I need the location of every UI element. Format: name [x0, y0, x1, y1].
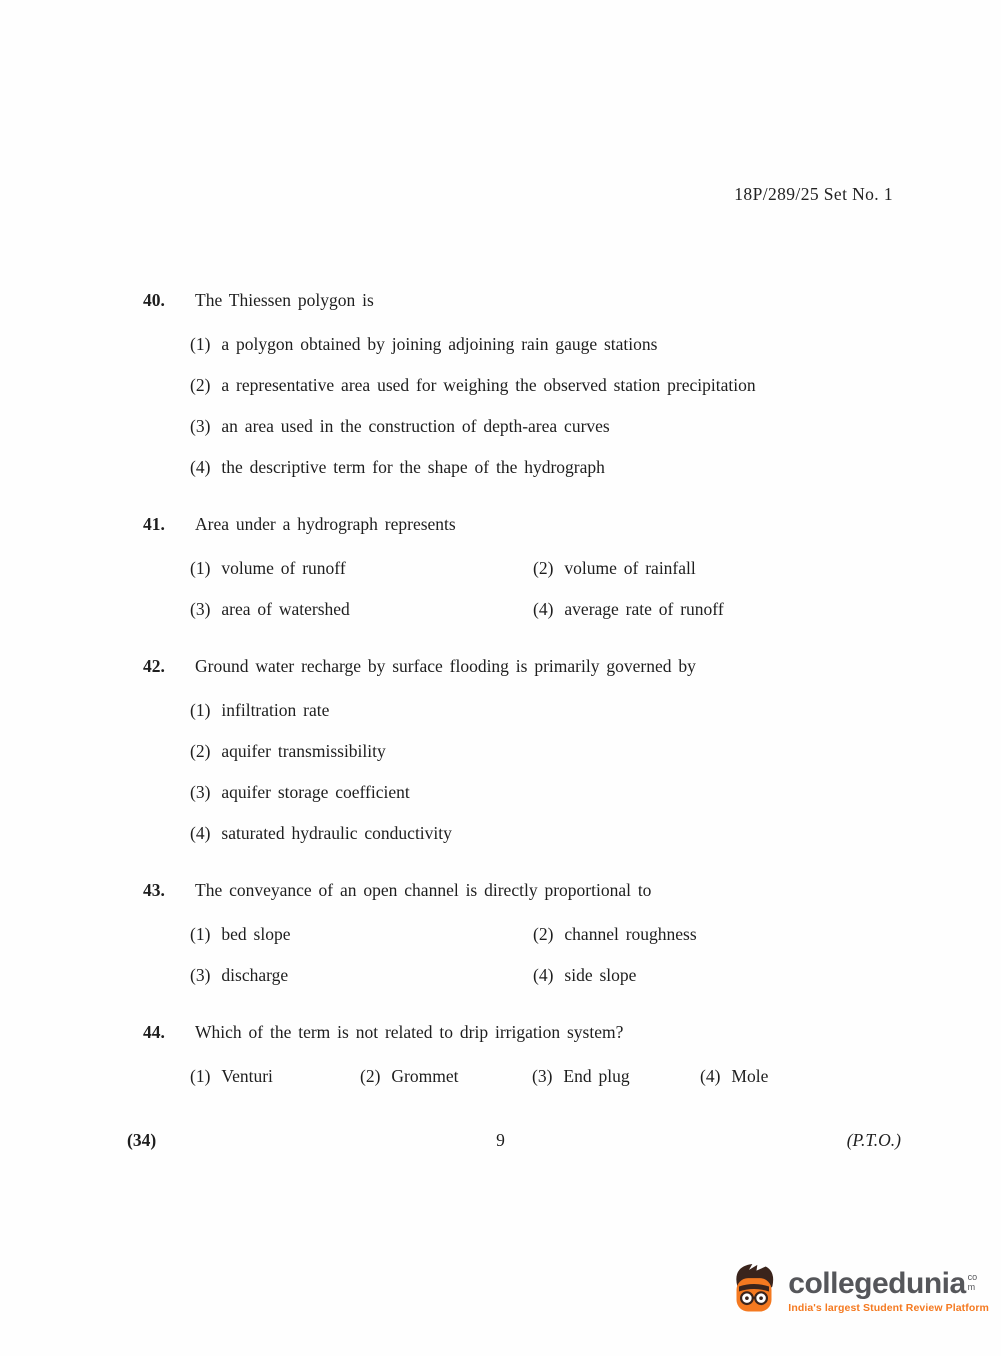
questions-area [143, 288, 906, 1121]
question-44 [143, 1020, 906, 1088]
option-number: (2) [190, 375, 211, 395]
option-2 [190, 739, 906, 763]
question-head [143, 512, 906, 536]
option-number: (3) [190, 416, 211, 436]
logo-wordmark: collegedunia [788, 1267, 966, 1300]
question-number: 40. [143, 290, 165, 310]
option-3 [190, 963, 533, 987]
option-number: (1) [190, 558, 211, 578]
option-text: Venturi [221, 1066, 273, 1086]
option-number: (2) [533, 558, 554, 578]
option-text: side slope [564, 965, 637, 985]
option-text: channel roughness [564, 924, 697, 944]
option-text: discharge [221, 965, 289, 985]
option-text: a polygon obtained by joining adjoining rain gauge stations [221, 334, 658, 354]
option-text: saturated hydraulic conductivity [221, 823, 452, 843]
pto-note: (P.T.O.) [846, 1130, 901, 1150]
collegedunia-logo [729, 1261, 989, 1322]
option-number: (3) [532, 1066, 553, 1086]
option-number: (1) [190, 700, 211, 720]
options-list [190, 698, 906, 845]
paper-reference: 18P/289/25 Set No. 1 [734, 184, 893, 204]
option-4 [533, 963, 906, 987]
logo-suffix: com [967, 1272, 978, 1292]
options-list [190, 1064, 906, 1088]
option-text: Mole [731, 1066, 769, 1086]
option-number: (3) [190, 599, 211, 619]
option-number: (1) [190, 1066, 211, 1086]
question-text: The conveyance of an open channel is directly proportional to [195, 880, 652, 900]
logo-text-block [788, 1269, 989, 1314]
option-1 [190, 1064, 360, 1088]
options-list [190, 556, 906, 621]
question-number: 44. [143, 1022, 165, 1042]
option-number: (4) [533, 599, 554, 619]
option-text: aquifer transmissibility [221, 741, 386, 761]
option-number: (3) [190, 965, 211, 985]
option-text: End plug [563, 1066, 630, 1086]
question-42 [143, 654, 906, 845]
option-1 [190, 332, 906, 356]
option-3 [190, 780, 906, 804]
option-number: (4) [533, 965, 554, 985]
options-list [190, 332, 906, 479]
question-head [143, 878, 906, 902]
logo-tagline: India's largest Student Review Platform [788, 1302, 989, 1314]
option-1 [190, 922, 533, 946]
option-1 [190, 698, 906, 722]
question-text: Which of the term is not related to drip irrigation system? [195, 1022, 624, 1042]
option-number: (4) [190, 823, 211, 843]
question-text: Area under a hydrograph represents [195, 514, 456, 534]
option-number: (4) [190, 457, 211, 477]
option-text: a representative area used for weighing the observed station precipitation [221, 375, 756, 395]
option-4 [700, 1064, 906, 1088]
option-number: (2) [360, 1066, 381, 1086]
option-text: the descriptive term for the shape of the hydrograph [221, 457, 605, 477]
option-3 [190, 597, 533, 621]
question-43 [143, 878, 906, 987]
option-2 [533, 922, 906, 946]
option-text: infiltration rate [221, 700, 330, 720]
option-text: volume of runoff [221, 558, 346, 578]
question-head [143, 1020, 906, 1044]
question-number: 43. [143, 880, 165, 900]
option-text: bed slope [221, 924, 291, 944]
option-text: area of watershed [221, 599, 350, 619]
option-4 [190, 455, 906, 479]
collegedunia-mascot-icon [729, 1261, 779, 1322]
page-number: 9 [496, 1130, 505, 1150]
question-number: 41. [143, 514, 165, 534]
option-number: (4) [700, 1066, 721, 1086]
option-2 [360, 1064, 532, 1088]
option-4 [533, 597, 906, 621]
option-2 [190, 373, 906, 397]
question-text: The Thiessen polygon is [195, 290, 374, 310]
option-1 [190, 556, 533, 580]
question-text: Ground water recharge by surface flooding is primarily governed by [195, 656, 696, 676]
option-text: volume of rainfall [564, 558, 696, 578]
option-2 [533, 556, 906, 580]
option-3 [190, 414, 906, 438]
option-text: an area used in the construction of depth-area curves [221, 416, 610, 436]
logo-name-line [788, 1269, 989, 1299]
option-text: average rate of runoff [564, 599, 724, 619]
option-number: (2) [190, 741, 211, 761]
question-number: 42. [143, 656, 165, 676]
question-head [143, 288, 906, 312]
option-number: (1) [190, 924, 211, 944]
option-number: (3) [190, 782, 211, 802]
option-number: (1) [190, 334, 211, 354]
option-text: Grommet [391, 1066, 459, 1086]
option-4 [190, 821, 906, 845]
option-3 [532, 1064, 700, 1088]
booklet-code: (34) [127, 1130, 157, 1150]
option-text: aquifer storage coefficient [221, 782, 410, 802]
options-list [190, 922, 906, 987]
question-41 [143, 512, 906, 621]
question-40 [143, 288, 906, 479]
option-number: (2) [533, 924, 554, 944]
question-head [143, 654, 906, 678]
